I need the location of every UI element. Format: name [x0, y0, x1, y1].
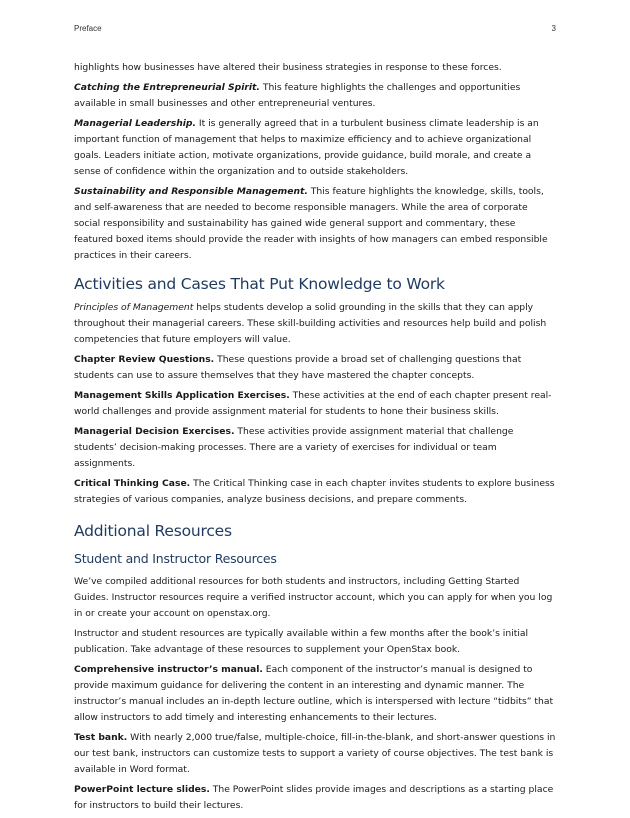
activity-lead: Management Skills Application Exercises. — [74, 390, 290, 401]
resources-paragraph-2: Instructor and student resources are typically available within a few months after the book’s initial publication. Take advantage of these resources to supplement your OpenStax book. — [74, 628, 529, 655]
header-section-title: Preface — [74, 24, 102, 33]
activities-intro: Principles of Management helps students develop a solid grounding in the skills that they can apply throughout their managerial careers. These skill-building activities and resources help build and polish competencies that future employers will value. — [74, 302, 547, 345]
feature-sustainability — [74, 184, 556, 264]
activity-text: These activities provide assignment material that challenge students’ decision-making processes. There are a variety of exercises for individual or team assignments. — [74, 426, 514, 469]
heading-additional-resources: Additional Resources — [74, 522, 232, 540]
resource-lead: Test bank. — [74, 732, 128, 743]
feature-lead: Catching the Entrepreneurial Spirit. — [74, 82, 260, 93]
activity-decision-exercises — [74, 424, 556, 472]
page-number: 3 — [551, 24, 556, 33]
feature-entrepreneurial-spirit — [74, 80, 556, 112]
page-content — [74, 60, 556, 818]
resource-text: With nearly 2,000 true/false, multiple-choice, fill-in-the-blank, and short-answer questions in our test bank, instructors can customize tests to support a variety of course objectives. The test bank is available in Word format. — [74, 732, 556, 775]
feature-lead: Managerial Leadership. — [74, 118, 196, 129]
resource-instructors-manual — [74, 662, 556, 726]
feature-managerial-leadership — [74, 116, 556, 180]
activity-lead: Critical Thinking Case. — [74, 478, 191, 489]
feature-text: It is generally agreed that in a turbulent business climate leadership is an important function of management that helps to maximize efficiency and to achieve organizational goals. Leaders initiate action, motivate organizations, provide guidance, build morale, and create a sense of confidence within the organization and to outside stakeholders. — [74, 118, 539, 177]
resources-paragraph-1: We’ve compiled additional resources for both students and instructors, including Getting Started Guides. Instructor resources require a verified instructor account, which you can apply for when you log in or create your account on openstax.org. — [74, 576, 553, 619]
heading-student-instructor-resources: Student and Instructor Resources — [74, 551, 277, 566]
resource-lead: PowerPoint lecture slides. — [74, 784, 210, 795]
activity-text: These questions provide a broad set of challenging questions that students can use to assure themselves that they have mastered the chapter concepts. — [74, 354, 522, 381]
paragraph-continuation: highlights how businesses have altered their business strategies in response to these forces. — [74, 62, 502, 73]
activity-text: The Critical Thinking case in each chapter invites students to explore business strategies of various companies, analyze business decisions, and prepare comments. — [74, 478, 555, 505]
resource-text: The PowerPoint slides provide images and descriptions as a starting place for instructors to build their lectures. — [74, 784, 554, 811]
feature-text: This feature highlights the knowledge, skills, tools, and self-awareness that are needed to become responsible managers. While the area of corporate social responsibility and sustainability has gained wide general support and commentary, these featured boxed items should provide the reader with insights of how managers can embed responsible practices in their careers. — [74, 186, 548, 261]
heading-activities: Activities and Cases That Put Knowledge to Work — [74, 275, 445, 293]
feature-text: This feature highlights the challenges and opportunities available in small businesses and other entrepreneurial ventures. — [74, 82, 521, 109]
activity-text: These activities at the end of each chapter present real-world challenges and provide assignment material for students to hone their business skills. — [74, 390, 552, 417]
resource-powerpoint — [74, 782, 556, 814]
activity-skills-application — [74, 388, 556, 420]
activity-lead: Chapter Review Questions. — [74, 354, 215, 365]
feature-lead: Sustainability and Responsible Management. — [74, 186, 308, 197]
resource-test-bank — [74, 730, 556, 778]
activity-chapter-review — [74, 352, 556, 384]
resource-text: Each component of the instructor’s manual is designed to provide maximum guidance for delivering the content in an interesting and dynamic manner. The instructor’s manual includes an in-depth lecture outline, which is interspersed with lecture “tidbits” that allow instructors to add timely and interesting enhancements to their lectures. — [74, 664, 554, 723]
running-header — [74, 24, 556, 33]
activity-lead: Managerial Decision Exercises. — [74, 426, 235, 437]
activity-critical-thinking — [74, 476, 556, 508]
resource-lead: Comprehensive instructor’s manual. — [74, 664, 263, 675]
book-title: Principles of Management — [74, 302, 194, 313]
